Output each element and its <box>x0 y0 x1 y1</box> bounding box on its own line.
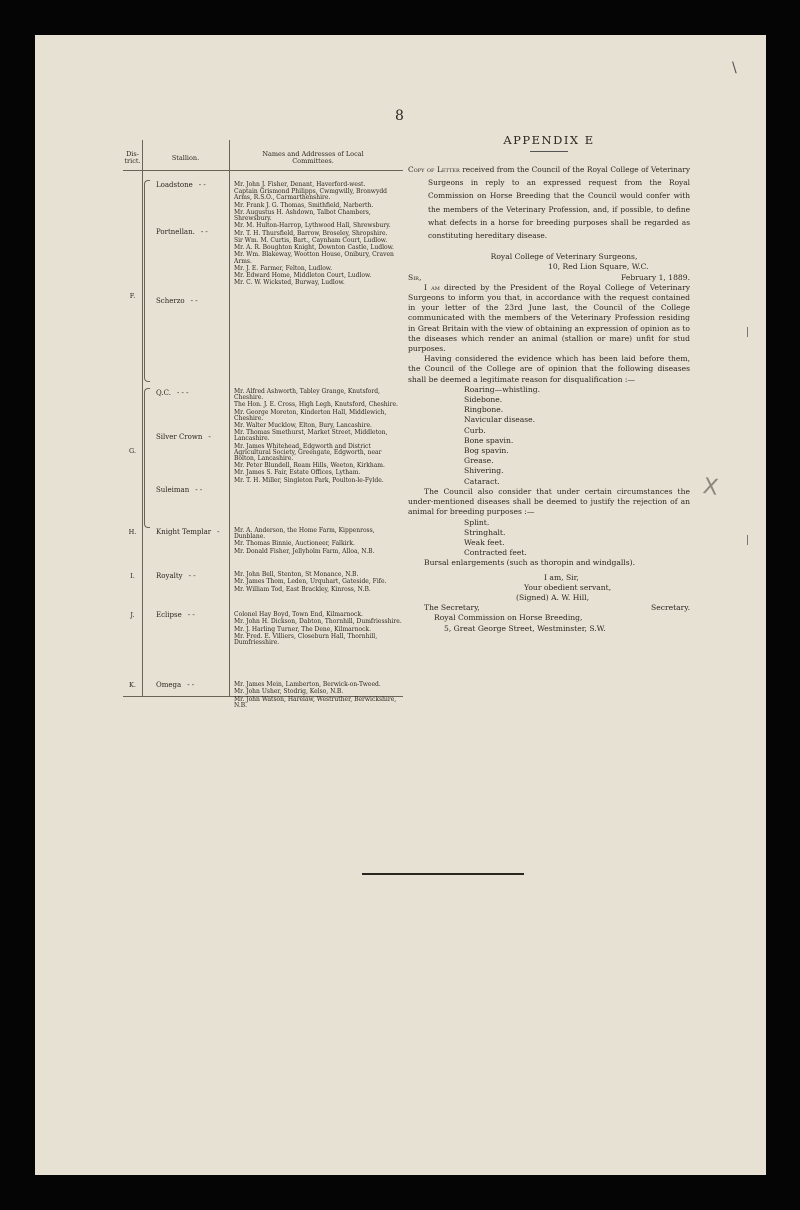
committee-member: Mr. John Watson, Harelaw, Westruther, Berwickshire, N.B. <box>234 695 397 709</box>
stallion-name <box>156 572 196 580</box>
committee-member: Mr. Frank J. G. Thomas, Smithfield, Narberth. <box>234 201 374 209</box>
committee-member: Mr. Wm. Blakeway, Wootton House, Onibury, Craven Arms. <box>234 251 394 265</box>
committee-member: Mr. James Whitehead, Edgworth and District Agricultural Society, Greengate, Edgworth, near Bolton, Lancashire. <box>234 442 382 462</box>
stallion-text: Eclipse <box>156 611 182 619</box>
committee-list <box>234 682 405 710</box>
list-item: Stringhalt. <box>464 527 506 537</box>
dash: - - <box>190 297 198 305</box>
header-names: Names and Addresses of Local Committees. <box>262 150 364 165</box>
committee-member: Mr. Edward Home, Middleton Court, Ludlow. <box>234 272 372 280</box>
para-text: directed by the President of the Royal College of Veterinary Surgeons to inform you that, in accordance with the request contained in your letter of the 23rd June last, the Council of the College communicated with the members of the Veterinary Profession residing in Great Britain with the view of obtaining an expression of opinion as to the diseases which render an animal (stallion or mare) unfit for stud purposes. <box>408 282 690 354</box>
stallion-name <box>156 611 195 619</box>
committee-member: Mr. A. R. Boughton Knight, Downton Castle, Ludlow. <box>234 244 394 252</box>
list-item: Sidebone. <box>464 395 503 405</box>
committee-member: Mr. James S. Fair, Estate Offices, Lytham. <box>234 469 361 477</box>
committee-member: Mr. J. Harling Turner, The Dene, Kilmarnock. <box>234 625 371 633</box>
committee-member: Mr. M. Hulton-Harrop, Lythwood Hall, Shrewsbury. <box>234 222 391 230</box>
recipient-line: Royal Commission on Horse Breeding, <box>434 613 583 623</box>
dash: - - <box>200 228 208 236</box>
stallion-text: Loadstone <box>156 181 193 189</box>
list-item: Contracted feet. <box>464 548 527 558</box>
stallion-name <box>156 486 202 494</box>
secretary-left: The Secretary, <box>424 603 480 613</box>
stallion-text: Silver Crown <box>156 433 203 441</box>
salutation: Sir, <box>408 272 422 282</box>
district-label: K. <box>129 681 136 689</box>
district-bracket <box>144 180 150 382</box>
pencil-mark: X <box>701 474 720 501</box>
committee-member: Mr. John Usher, Stodrig, Kelso, N.B. <box>234 688 344 696</box>
committee-list <box>234 389 405 485</box>
letter-paragraph: Having considered the evidence which has been laid before them, the Council of the College are of opinion that the following diseases shall be deemed a legitimate reason for disqualification :— <box>408 354 690 384</box>
end-rule <box>362 873 524 875</box>
conditional-list <box>408 518 690 559</box>
stallion-text: Q.C. <box>156 389 171 397</box>
district-label: H. <box>128 528 137 536</box>
list-item: Navicular disease. <box>464 415 536 425</box>
list-item: Bog spavin. <box>464 446 509 456</box>
list-item: Roaring—whistling. <box>464 384 541 394</box>
list-item: Bone spavin. <box>464 435 514 445</box>
document-page <box>35 35 766 1175</box>
committee-member: Mr. John Bell, Stenton, St Monance, N.B. <box>234 571 359 578</box>
stallion-name <box>156 297 198 305</box>
stallion-text: Scherzo <box>156 297 185 305</box>
committee-table <box>123 140 403 709</box>
committee-member: Mr. James Mein, Lamberton, Berwick-on-Tweed. <box>234 681 381 688</box>
list-item: Grease. <box>464 456 494 466</box>
committee-member: Mr. T. H. Thursfield, Barrow, Broseley, Shropshire. <box>234 229 388 237</box>
committee-member: Mr. A. Anderson, the Home Farm, Kippenross, Dunblane. <box>234 527 375 541</box>
dash: - - <box>187 681 195 689</box>
committee-member: Mr. James Thom, Leden, Urquhart, Gateside, Fife. <box>234 578 387 586</box>
stallion-text: Royalty <box>156 572 183 580</box>
letter-paragraph: The Council also consider that under certain circumstances the under-mentioned diseases shall be deemed to justify the rejection of an animal for breeding purposes :— <box>408 486 690 517</box>
appendix-column <box>408 130 690 634</box>
committee-member: Mr. John J. Fisher, Denant, Haverford-west. <box>234 181 366 188</box>
salutation-line <box>408 273 690 283</box>
column-rule <box>229 140 230 697</box>
edge-mark <box>747 327 748 337</box>
committee-member: Colonel Hay Boyd, Town End, Kilmarnock. <box>234 611 363 618</box>
stallion-name <box>156 389 189 397</box>
stallion-text: Knight Templar <box>156 528 212 536</box>
list-item: Cataract. <box>464 476 500 486</box>
appendix-intro <box>408 163 690 242</box>
committee-member: Mr. T. H. Miller, Singleton Park, Poulton-le-Fylde. <box>234 476 384 484</box>
committee-member: Mr. Thomas Binnie, Auctioneer, Falkirk. <box>234 540 355 548</box>
committee-member: Mr. Walter Mucklow, Elton, Bury, Lancashire. <box>234 422 372 430</box>
list-item: Shivering. <box>464 466 504 476</box>
para-lead: I am <box>424 282 440 292</box>
committee-member: Mr. Alfred Ashworth, Tabley Grange, Knutsford, Cheshire. <box>234 388 380 402</box>
district-bracket <box>144 388 150 528</box>
dash: - <box>217 528 220 536</box>
stallion-name <box>156 681 194 689</box>
dash: - - <box>198 181 206 189</box>
district-label: J. <box>130 611 135 619</box>
committee-member: Mr. Peter Blundell, Ream Hills, Weeton, Kirkham. <box>234 462 385 470</box>
committee-member: The Hon. J. E. Cross, High Legh, Knutsford, Cheshire. <box>234 401 398 409</box>
list-item: Ringbone. <box>464 405 504 415</box>
stallion-name <box>156 433 211 441</box>
dash: - - <box>195 486 203 494</box>
header-rule <box>123 170 403 171</box>
closing-line: Your obedient servant, <box>524 582 612 592</box>
secretary-right: Secretary. <box>651 603 690 613</box>
district-label: F. <box>129 292 136 300</box>
recipient-line: 5, Great George Street, Westminster, S.W. <box>444 623 606 633</box>
committee-member: Sir Wm. M. Curtis, Bart., Caynham Court, Ludlow. <box>234 236 388 244</box>
committee-list <box>234 612 405 647</box>
committee-member: Mr. John H. Dickson, Dabton, Thornhill, Dumfriesshire. <box>234 618 402 626</box>
closing-line: I am, Sir, <box>544 572 579 582</box>
intro-text: received from the Council of the Royal College of Veterinary Surgeons in reply to an expressed request from the Royal Commission on Horse Breeding that the Council would confer with the members of the Veterinary Profession, and, if possible, to define what defects in a horse for breeding purposes shall be regarded as constituting hereditary disease. <box>428 165 690 241</box>
letter-date: February 1, 1889. <box>621 272 690 282</box>
column-rule <box>142 140 143 697</box>
edge-mark <box>747 535 748 545</box>
committee-member: Mr. Augustus H. Ashdown, Talbot Chambers, Shrewsbury. <box>234 208 371 223</box>
stallion-name <box>156 528 220 536</box>
page-number: 8 <box>395 108 404 124</box>
list-item: Splint. <box>464 517 490 527</box>
bursal-line: Bursal enlargements (such as thoropin and windgalls). <box>424 558 635 568</box>
committee-member: Captain Grismond Philipps, Cwmgwilly, Bronwydd Arms, R.S.O., Carmarthenshire. <box>234 188 388 202</box>
district-label: G. <box>128 447 137 455</box>
stallion-text: Suleiman <box>156 486 190 494</box>
corner-mark: \ <box>732 60 737 76</box>
committee-list <box>234 182 405 288</box>
list-item: Weak feet. <box>464 537 505 547</box>
letter-address-line: 10, Red Lion Square, W.C. <box>548 262 649 272</box>
stallion-text: Omega <box>156 681 182 689</box>
disease-list <box>408 385 690 487</box>
intro-lead: Copy of Letter <box>408 165 460 174</box>
stallion-name <box>156 181 206 189</box>
dash: - <box>208 433 211 441</box>
letter-address-line: Royal College of Veterinary Surgeons, <box>490 252 638 262</box>
dash: - - <box>188 572 196 580</box>
committee-list <box>234 572 405 594</box>
dash: - - <box>187 611 195 619</box>
letter-paragraph <box>408 283 690 354</box>
committee-member: Mr. Thomas Smethurst, Market Street, Middleton, Lancashire. <box>234 429 388 443</box>
committee-member: Mr. William Tod, East Brackley, Kinross, N.B. <box>234 585 371 593</box>
header-district: Dis-trict. <box>124 150 141 165</box>
committee-member: Mr. Donald Fisher, Jellyholm Farm, Alloa, N.B. <box>234 547 375 555</box>
signature-line: (Signed) A. W. Hill, <box>516 592 590 602</box>
stallion-name <box>156 228 208 236</box>
district-label: I. <box>130 572 135 580</box>
committee-list <box>234 528 405 556</box>
committee-member: Mr. Fred. E. Villiers, Closeburn Hall, Thornhill, Dumfriesshire. <box>234 632 378 646</box>
stallion-text: Portnellan. <box>156 228 195 236</box>
dash: - - - <box>176 389 189 397</box>
list-item: Curb. <box>464 425 486 435</box>
header-stallion: Stallion. <box>171 154 200 162</box>
letter <box>408 252 690 634</box>
appendix-title: APPENDIX E <box>503 133 595 147</box>
secretary-line <box>408 603 690 613</box>
committee-member: Mr. C. W. Wicksted, Burway, Ludlow. <box>234 279 345 287</box>
title-rule <box>530 151 568 152</box>
committee-member: Mr. J. E. Farmer, Felton, Ludlow. <box>234 264 333 272</box>
committee-member: Mr. George Moreton, Kinderton Hall, Middlewich, Cheshire. <box>234 408 387 422</box>
